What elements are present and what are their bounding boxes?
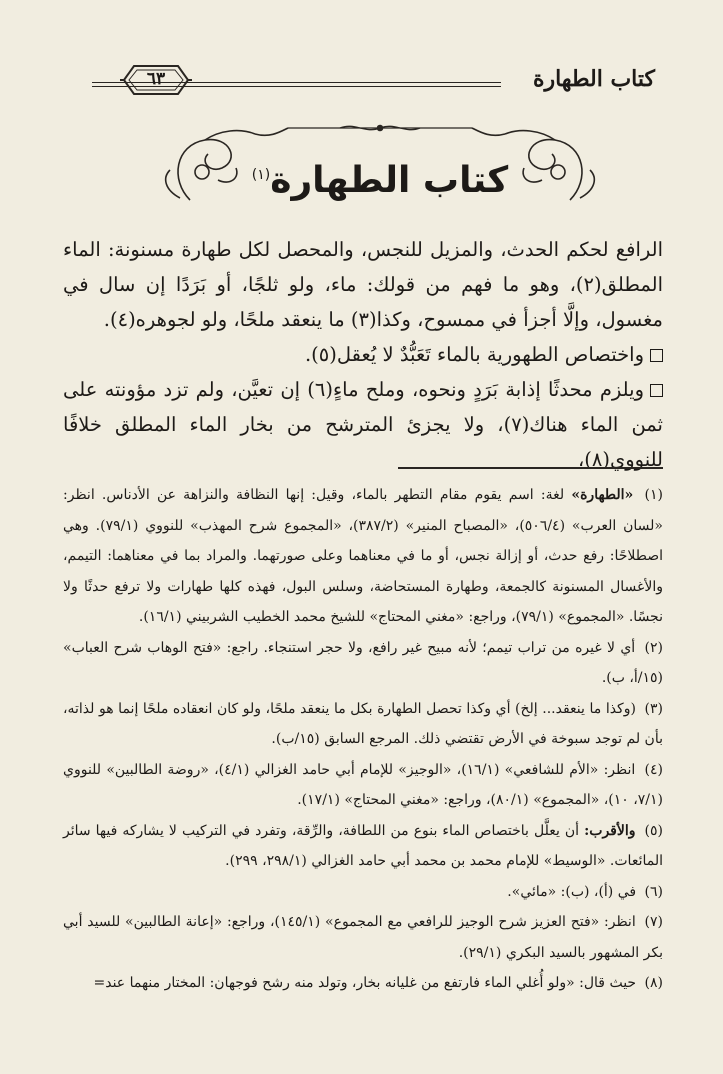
footnote-lead: والأقرب: (584, 822, 636, 839)
footnote-3 (63, 694, 663, 755)
paragraph-3-text: ويلزم محدثًا إذابة بَرَدٍ ونحوه، وملح ماءٍ(٦) إن تعيَّن، ولم تزد مؤونته على ثمن الماء هناك(٧)، ولا يجزئ المترشح من بخار الماء المطلق خلافًا للنووي(٨)، (63, 378, 663, 471)
footnote-number: (٥) (644, 822, 663, 839)
footnote-7 (63, 907, 663, 968)
footnote-2 (63, 633, 663, 694)
footnote-text: أي لا غيره من تراب تيمم؛ لأنه مبيح غير رافع، ولا حجر استنجاء. راجع: «فتح الوهاب شرح العباب» (١٥/أ، ب). (63, 639, 663, 686)
footnote-number: (٨) (644, 975, 663, 991)
footnotes (63, 480, 663, 999)
square-bullet-icon (650, 384, 663, 397)
page-number: ٦٣ (146, 69, 166, 89)
chapter-title-text: كتاب الطهارة (270, 160, 509, 201)
paragraph-2-text: واختصاص الطهورية بالماء تَعَبُّدٌ لا يُعقل(٥). (304, 343, 644, 366)
main-text (63, 232, 663, 477)
footnote-6 (63, 877, 663, 908)
footnote-separator (398, 467, 663, 469)
footnote-lead: «الطهارة» (571, 487, 634, 503)
chapter-title (160, 160, 600, 201)
paragraph-2 (63, 337, 663, 372)
footnote-4 (63, 755, 663, 816)
footnote-text: أن يعلَّل باختصاص الماء بنوع من اللطافة، والرِّقة، وتفرد في التركيب لا يشاركه فيها سائر المائعات. «الوسيط» للإمام محمد بن محمد أبي حامد الغزالي (٢٩٨/١، ٢٩٩). (63, 822, 663, 869)
paragraph-3 (63, 372, 663, 477)
footnote-8 (63, 968, 663, 999)
footnote-5 (63, 816, 663, 877)
footnote-text: (وكذا ما ينعقد... إلخ) أي وكذا تحصل الطهارة بكل ما ينعقد ملحًا، ولو كان انعقاده ملحًا إنما هو لذاته، بأن لم توجد سبوخة في الأرض تقتضي ذلك. المرجع السابق (١٥/ب). (63, 700, 663, 747)
page-number-badge (120, 60, 192, 100)
footnote-number: (٤) (644, 761, 664, 778)
footnote-text: لغة: اسم يقوم مقام التطهر بالماء، وقيل: إنها النظافة والنزاهة عن الأدناس. انظر: «لسان العرب» (٥٠٦/٤)، «المصباح المنير» (٣٨٧/٢)، «المجموع شرح المهذب» للنووي (٧٩/١). وهي اصطلاحًا: رفع حدث، أو إزالة نجس، أو ما في معناهما وعلى صورتهما. والمراد بما في معناهما: التيمم، والأغسال المسنونة كالجمعة، وطهارة المستحاضة، وسلس البول، فهذه كلها طهارات ولا ترفع حدثًا ولا نجسًا. «المجموع» (٧٩/١)، وراجع: «مغني المحتاج» للشيخ محمد الخطيب الشربيني (١٦/١). (63, 487, 663, 625)
footnote-text: انظر: «الأم للشافعي» (١٦/١)، «الوجيز» للإمام أبي حامد الغزالي (٤/١)، «روضة الطالبين» للنووي (٧/١، ١٠)، «المجموع» (٨٠/١)، وراجع: «مغني المحتاج» (١٧/١). (63, 761, 663, 808)
footnote-number: (٣) (644, 700, 663, 717)
footnote-text: في (أ)، (ب): «مائي». (507, 883, 637, 900)
footnote-text: انظر: «فتح العزيز شرح الوجيز للرافعي مع المجموع» (١٤٥/١)، وراجع: «إعانة الطالبين» للسيد أبي بكر المشهور بالسيد البكري (٢٩/١). (63, 914, 663, 961)
footnote-number: (٦) (644, 883, 663, 900)
running-title: كتاب الطهارة (532, 66, 655, 92)
square-bullet-icon (650, 349, 663, 362)
paragraph-1: الرافع لحكم الحدث، والمزيل للنجس، والمحصل لكل طهارة مسنونة: الماء المطلق(٢)، وهو ما فهم من قولك: ماء، ولو ثلجًا، أو بَرَدًا إن سال في مغسول، وإلَّا أجزأ في ممسوح، وكذا(٣) ما ينعقد ملحًا، ولو لجوهره(٤). (63, 238, 663, 331)
footnote-number: (٢) (644, 639, 663, 656)
footnote-1 (63, 480, 663, 633)
footnote-number: (١) (644, 487, 663, 503)
footnote-text: حيث قال: «ولو أُغلي الماء فارتفع من غليانه بخار، وتولد منه رشح فوجهان: المختار منهما عند= (93, 975, 637, 991)
chapter-footnote-ref: (١) (251, 167, 271, 183)
footnote-number: (٧) (644, 914, 664, 930)
